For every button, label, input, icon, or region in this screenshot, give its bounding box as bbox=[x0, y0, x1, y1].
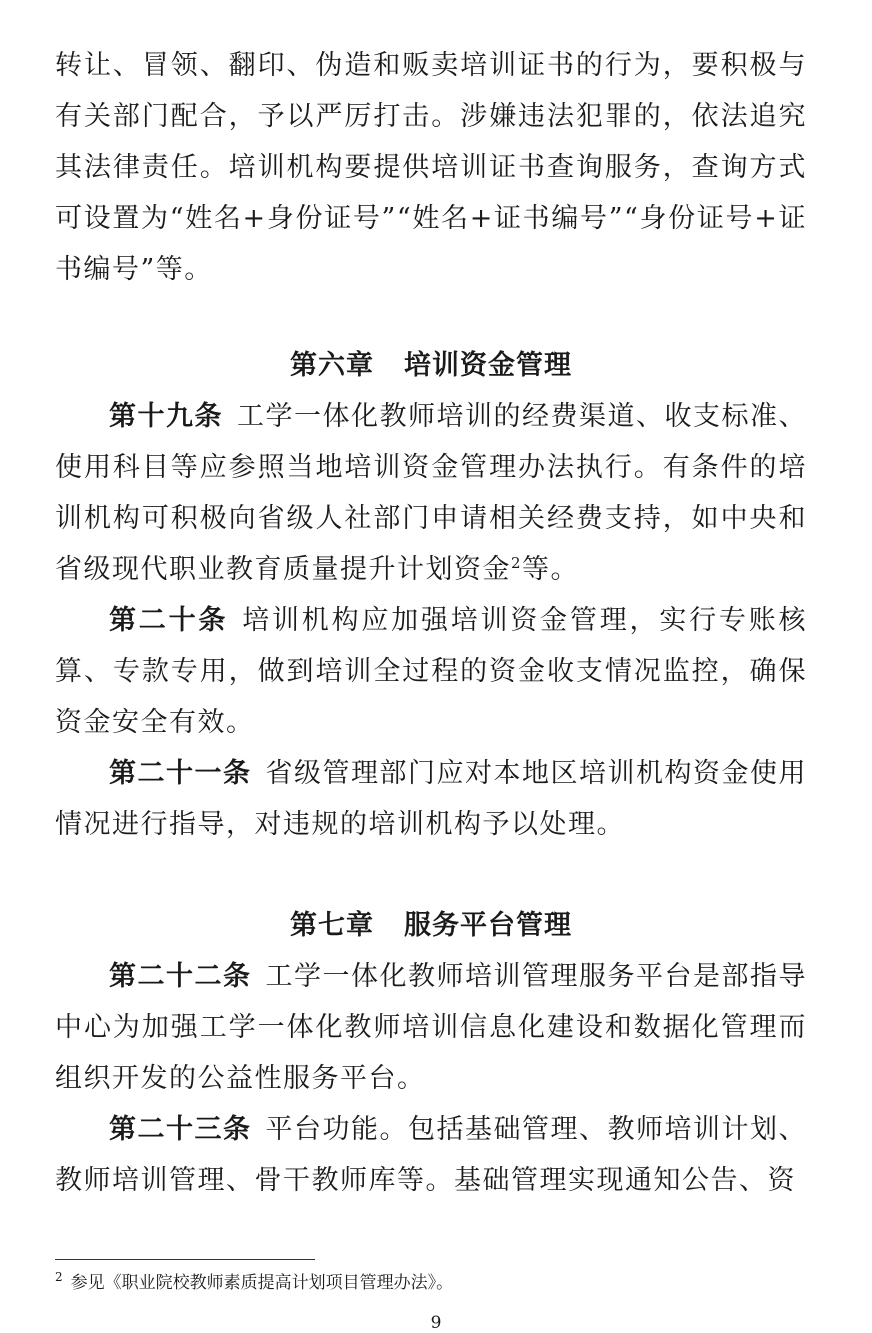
article-21-text: 省级管理部门应对本地区培训机构资金使用情况进行指导，对违规的培训机构予以处理。 bbox=[55, 758, 807, 840]
article-19-label: 第十九条 bbox=[109, 401, 223, 432]
chapter-6-number: 第六章 bbox=[290, 350, 374, 381]
article-23-text: 平台功能。包括基础管理、教师培训计划、教师培训管理、骨干教师库等。基础管理实现通知公告、资 bbox=[55, 1114, 807, 1196]
article-22-text: 工学一体化教师培训管理服务平台是部指导中心为加强工学一体化教师培训信息化建设和数据化管理而组织开发的公益性服务平台。 bbox=[55, 961, 807, 1094]
footnote-divider bbox=[55, 1259, 315, 1260]
article-20-text: 培训机构应加强培训资金管理，实行专账核算、专款专用，做到培训全过程的资金收支情况监控，确保资金安全有效。 bbox=[55, 605, 808, 738]
article-19-text: 工学一体化教师培训的经费渠道、收支标准、使用科目等应参照当地培训资金管理办法执行。有条件的培训机构可积极向省级人社部门申请相关经费支持，如中央和省级现代职业教育质量提升计划资金 bbox=[55, 401, 807, 585]
article-20 bbox=[55, 595, 807, 748]
article-22 bbox=[55, 951, 807, 1104]
footnote-ref-2: 2 bbox=[511, 554, 523, 572]
page-number: 9 bbox=[430, 1313, 442, 1333]
chapter-7-number: 第七章 bbox=[290, 910, 374, 941]
chapter-6-heading bbox=[55, 340, 807, 391]
article-20-label: 第二十条 bbox=[109, 605, 229, 636]
footnote-mark: 2 bbox=[55, 1270, 63, 1285]
article-23-label: 第二十三条 bbox=[109, 1114, 252, 1145]
footnote-text: 参见《职业院校教师素质提高计划项目管理办法》。 bbox=[70, 1273, 454, 1293]
chapter-7-heading bbox=[55, 900, 807, 951]
article-23 bbox=[55, 1104, 807, 1206]
intro-paragraph: 转让、冒领、翻印、伪造和贩卖培训证书的行为，要积极与有关部门配合，予以严厉打击。涉嫌违法犯罪的，依法追究其法律责任。培训机构要提供培训证书查询服务，查询方式可设置为“姓名+身份证号”“姓名+证书编号”“身份证号+证书编号”等。 bbox=[55, 50, 807, 285]
article-22-label: 第二十二条 bbox=[109, 961, 252, 992]
article-19 bbox=[55, 391, 807, 595]
footnote bbox=[55, 1271, 453, 1295]
chapter-7-title: 服务平台管理 bbox=[404, 910, 572, 941]
article-21 bbox=[55, 748, 807, 850]
article-21-label: 第二十一条 bbox=[109, 758, 252, 789]
article-19-text-after: 等。 bbox=[522, 554, 580, 585]
chapter-6-title: 培训资金管理 bbox=[404, 350, 572, 381]
document-body bbox=[55, 40, 807, 1206]
